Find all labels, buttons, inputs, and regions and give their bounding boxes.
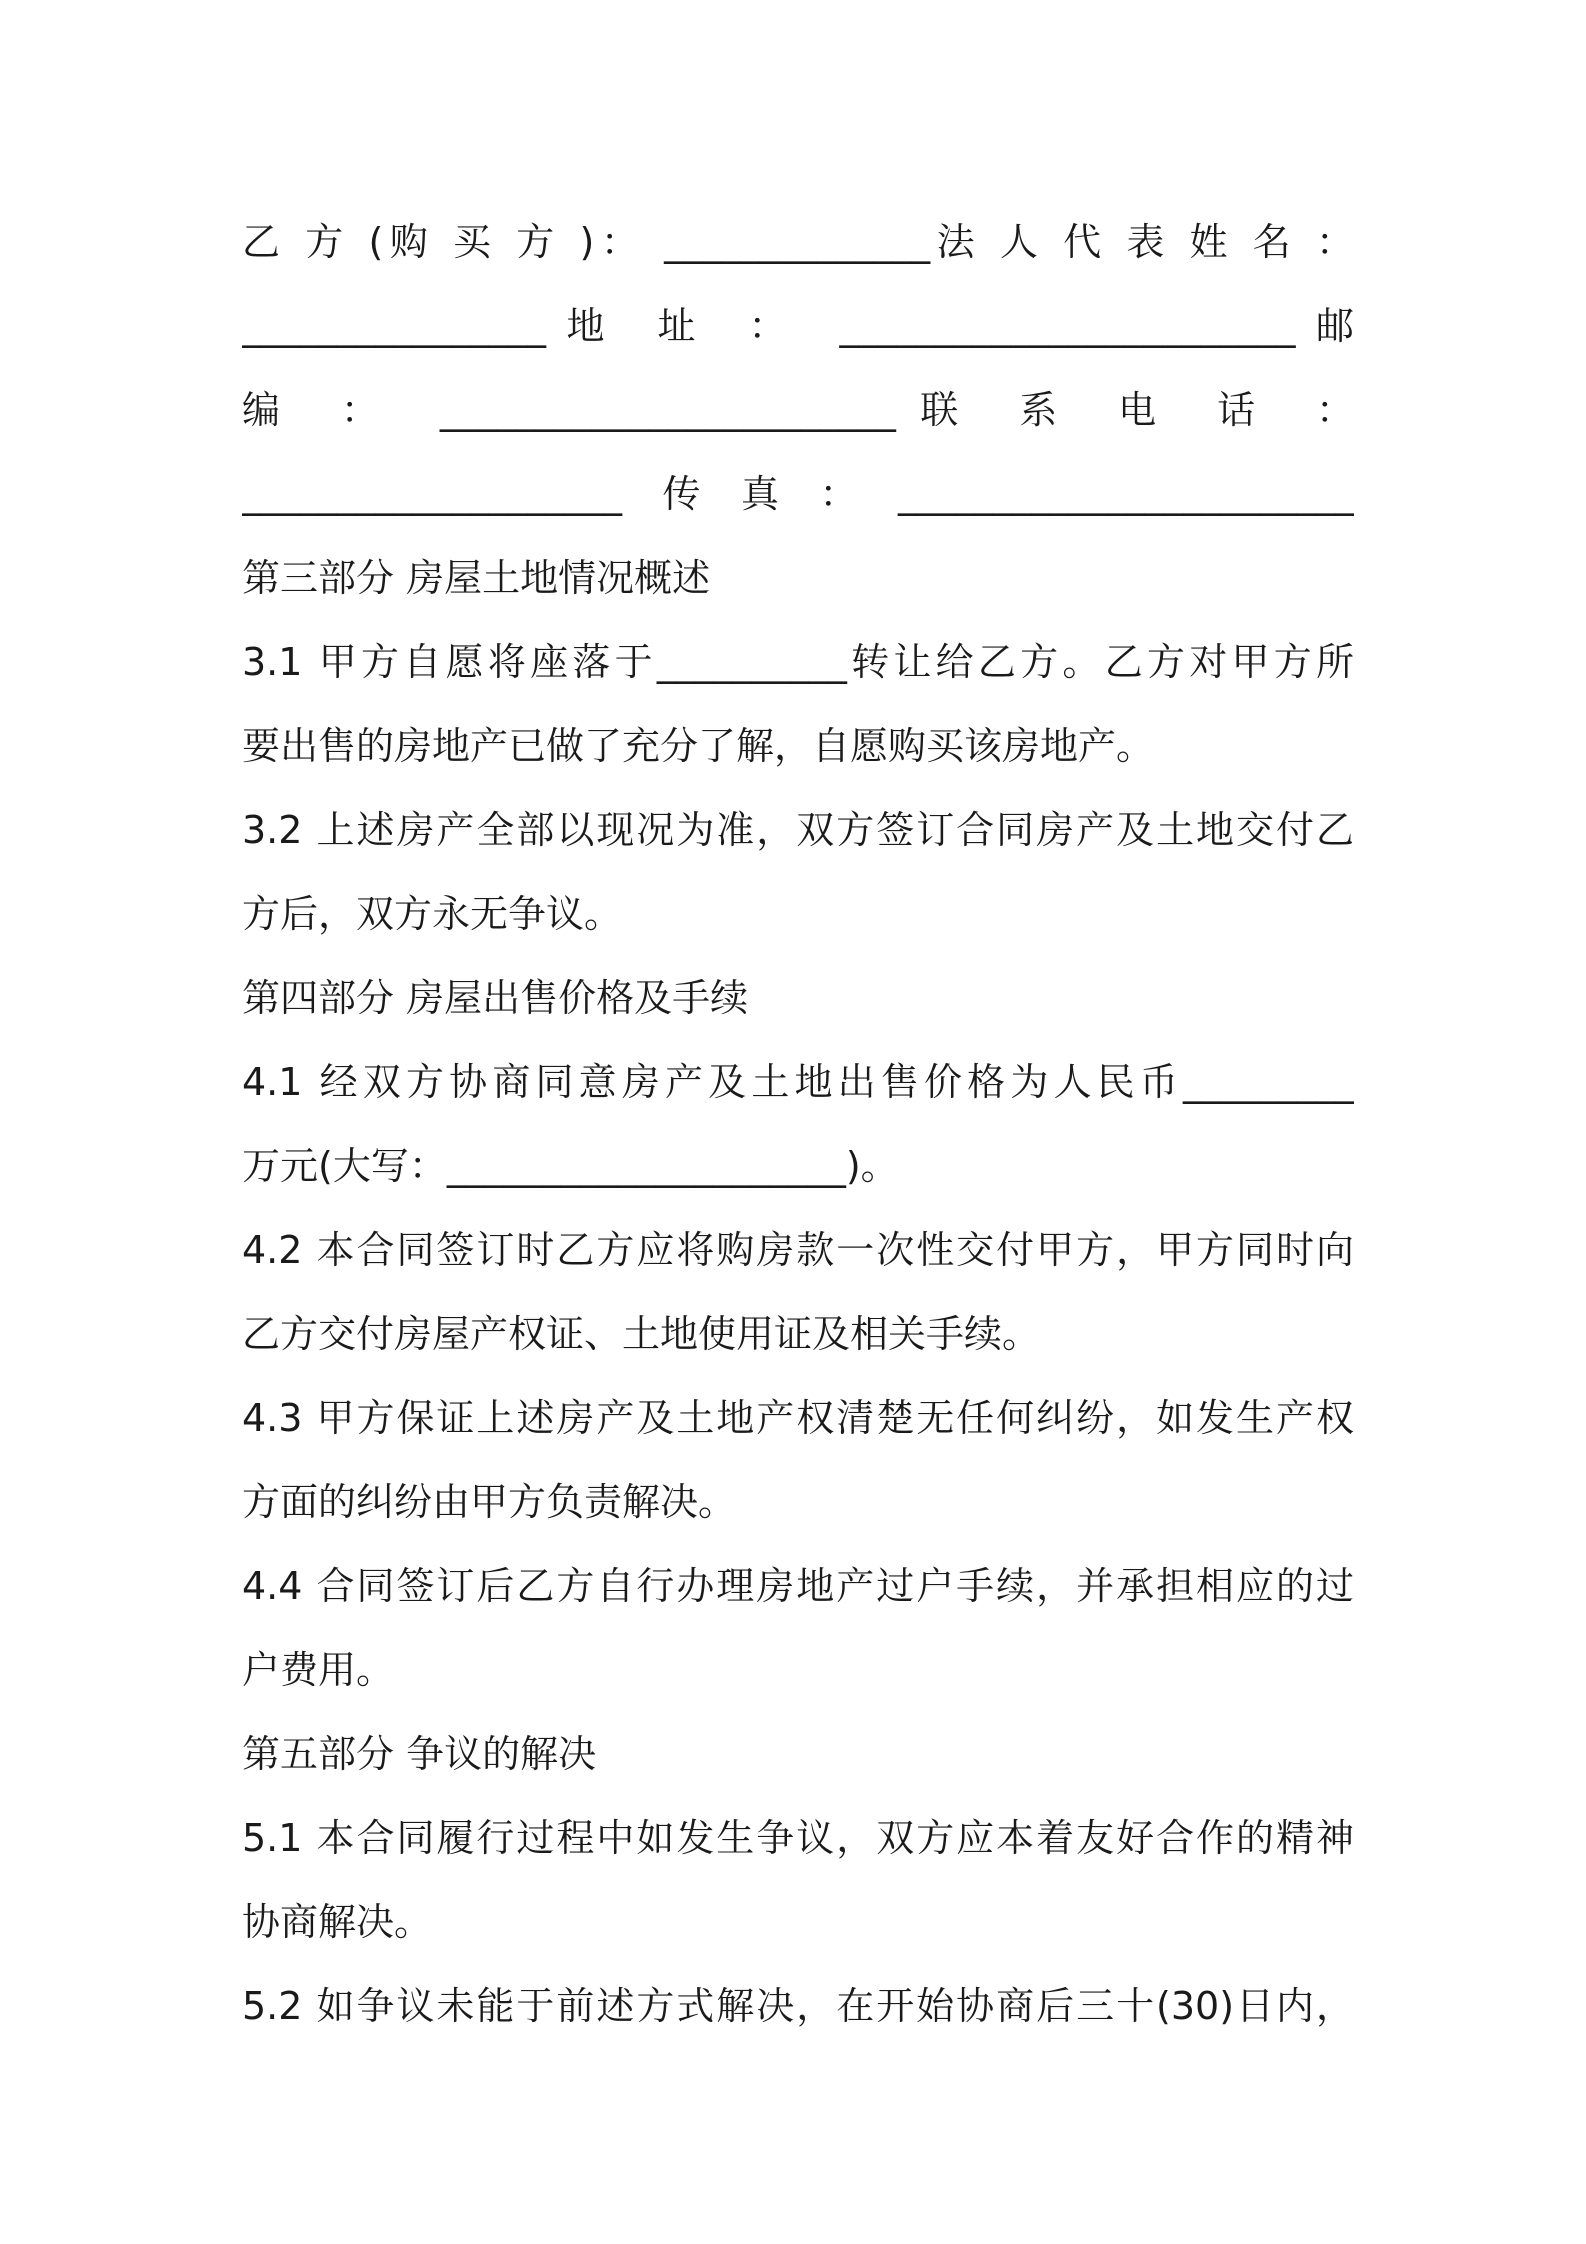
clause-3-2-line-2: 方后，双方永无争议。: [242, 892, 623, 936]
clause-4-2-line-2: 乙方交付房屋产权证、土地使用证及相关手续。: [242, 1312, 1041, 1356]
clause-4-4-line-1: 4.4 合同签订后乙方自行办理房地产过户手续，并承担相应的过: [242, 1564, 1354, 1608]
clause-4-1-line-2: 万元(大写：_____________________)。: [242, 1144, 899, 1188]
clause-3-2-line-1: 3.2 上述房产全部以现况为准，双方签订合同房产及土地交付乙: [242, 808, 1354, 852]
clause-5-2-line-1: 5.2 如争议未能于前述方式解决，在开始协商后三十(30)日内，: [242, 1984, 1354, 2028]
clause-4-4-line-2: 户费用。: [242, 1648, 395, 1692]
clause-3-1-line-1: 3.1 甲方自愿将座落于__________转让给乙方。乙方对甲方所: [242, 640, 1354, 684]
party-b-line: 乙 方 (购 买 方 )： ______________法 人 代 表 姓 名 ：: [242, 220, 1354, 264]
clause-4-1-line-1: 4.1 经双方协商同意房产及土地出售价格为人民币_________: [242, 1060, 1354, 1104]
address-line: ________________地 址 ： ________________________邮: [242, 304, 1354, 348]
clause-5-1-line-2: 协商解决。: [242, 1900, 433, 1944]
clause-3-1-line-2: 要出售的房地产已做了充分了解，自愿购买该房地产。: [242, 724, 1155, 768]
section-5-heading: 第五部分 争议的解决: [242, 1732, 597, 1776]
clause-5-1-line-1: 5.1 本合同履行过程中如发生争议，双方应本着友好合作的精神: [242, 1816, 1354, 1860]
section-3-heading: 第三部分 房屋土地情况概述: [242, 556, 711, 600]
clause-4-2-line-1: 4.2 本合同签订时乙方应将购房款一次性交付甲方，甲方同时向: [242, 1228, 1354, 1272]
section-4-heading: 第四部分 房屋出售价格及手续: [242, 976, 749, 1020]
postcode-phone-line: 编 ： ________________________联 系 电 话 ：: [242, 388, 1354, 432]
clause-4-3-line-2: 方面的纠纷由甲方负责解决。: [242, 1480, 737, 1524]
fax-line: ____________________传真：________________________: [242, 472, 1354, 516]
clause-4-3-line-1: 4.3 甲方保证上述房产及土地产权清楚无任何纠纷，如发生产权: [242, 1396, 1354, 1440]
